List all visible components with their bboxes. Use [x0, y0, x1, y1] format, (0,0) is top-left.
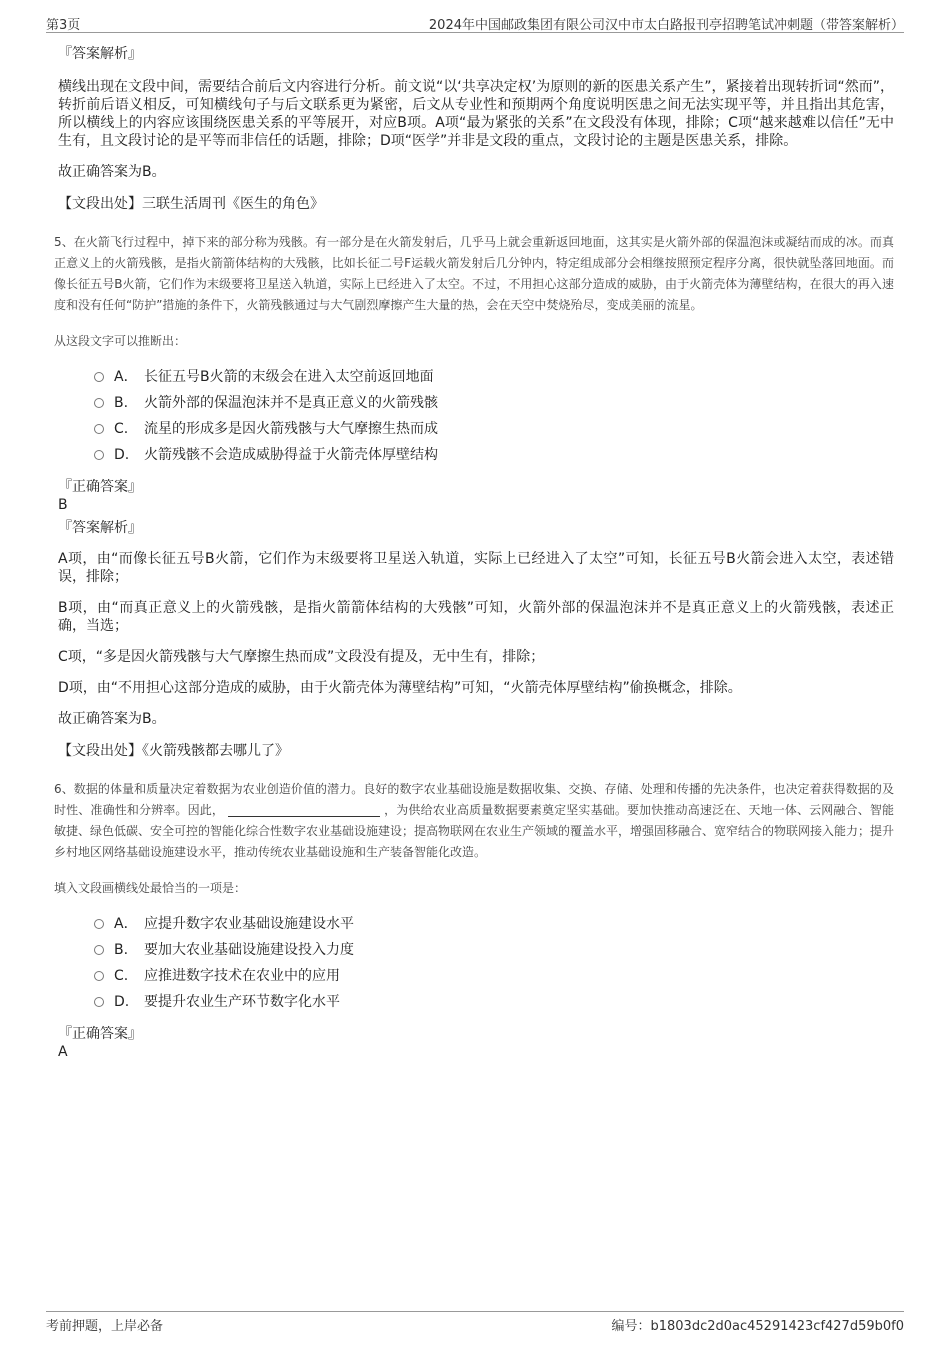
question-prompt: 填入文段画横线处最恰当的一项是：: [54, 881, 247, 895]
radio-icon[interactable]: [94, 398, 104, 408]
question-6: [54, 779, 895, 1061]
option-b[interactable]: B. 要加大农业基础设施建设投入力度: [94, 941, 894, 967]
option-d[interactable]: D. 要提升农业生产环节数字化水平: [94, 993, 894, 1019]
radio-icon[interactable]: [94, 450, 104, 460]
document-title: 2024年中国邮政集团有限公司汉中市太白路报刊亭招聘笔试冲刺题（带答案解析）: [428, 18, 904, 33]
radio-icon[interactable]: [94, 971, 104, 981]
page-header: [46, 12, 904, 33]
conclusion-text: 故正确答案为B。: [58, 164, 166, 180]
answer-label: 『正确答案』: [58, 1026, 142, 1042]
question-text: 5、在火箭飞行过程中，掉下来的部分称为残骸。有一部分是在火箭发射后，几乎马上就会重新返回地面，这其实是火箭外部的保温泡沫或凝结而成的冰。而真正意义上的火箭残骸，是指火箭箭体结构的大残骸，比如长征二号F运载火箭发射后几分钟内，特定组成部分会相继按照预定程序分离，很快就坠落回地面。而像长征五号B火箭，它们作为末级要将卫星送入轨道，实际上已经进入了太空。不过，不用担心这部分造成的威胁，由于火箭壳体为薄壁结构，在很大的再入速度和没有任何“防护”措施的条件下，火箭残骸通过与大气剧烈摩擦产生大量的热，会在天空中焚烧殆尽，变成美丽的流星。: [54, 235, 894, 312]
analysis-label: 『答案解析』: [58, 520, 142, 536]
question-4-analysis: [58, 44, 894, 214]
question-prompt: 从这段文字可以推断出：: [54, 334, 187, 348]
answer-value: A: [58, 1044, 68, 1060]
analysis-text: 横线出现在文段中间，需要结合前后文内容进行分析。前文说“以‘共享决定权’为原则的新的医患关系产生”，紧接着出现转折词“然而”，转折前后语义相反，可知横线句子与后文联系更为紧密，后文从专业性和预期两个角度说明医患之间无法实现平等，并且指出其危害，所以横线上的内容应该围绕医患关系的平等展开，对应B项。A项“最为紧张的关系”在文段没有体现，排除；C项“越来越难以信任”无中生有，且文段讨论的是平等而非信任的话题，排除；D项“医学”并非是文段的重点，文段讨论的主题是医患关系，排除。: [58, 79, 894, 149]
source-text: 【文段出处】三联生活周刊《医生的角色》: [58, 196, 324, 212]
analysis-a: A项，由“而像长征五号B火箭，它们作为末级要将卫星送入轨道，实际上已经进入了太空”可知，长征五号B火箭会进入太空，表述错误，排除；: [58, 551, 894, 585]
analysis-c: C项，“多是因火箭残骸与大气摩擦生热而成”文段没有提及，无中生有，排除；: [58, 649, 545, 665]
options-list: [94, 368, 894, 472]
page-footer: [46, 1311, 904, 1334]
option-a[interactable]: A． 长征五号B火箭的末级会在进入太空前返回地面: [94, 368, 894, 394]
footer-slogan: 考前押题，上岸必备: [46, 1319, 164, 1334]
analysis-label: 『答案解析』: [58, 46, 142, 62]
page-content: [54, 44, 895, 1065]
question-text: 6、数据的体量和质量决定着数据为农业创造价值的潜力。良好的数字农业基础设施是数据收集、交换、存储、处理和传播的先决条件，也决定着获得数据的及时性、准确性和分辨率。因此， ，为供给农业高质量数据要素奠定坚实基础。要加快推动高速泛在、天地一体、云网融合、智能敏捷、绿色低碳、安全可控的智能化综合性数字农业基础设施建设；提高物联网在农业生产领域的覆盖水平，增强固移融合、宽窄结合的物联网接入能力；提升乡村地区网络基础设施建设水平，推动传统农业基础设施和生产装备智能化改造。: [54, 782, 895, 859]
option-b[interactable]: B. 火箭外部的保温泡沫并不是真正意义的火箭残骸: [94, 394, 894, 420]
question-5: [54, 232, 894, 761]
analysis-b: B项，由“而真正意义上的火箭残骸，是指火箭箭体结构的大残骸”可知，火箭外部的保温泡沫并不是真正意义上的火箭残骸，表述正确，当选；: [58, 600, 894, 634]
option-c[interactable]: C. 应推进数字技术在农业中的应用: [94, 967, 894, 993]
fill-blank-line: [228, 802, 380, 817]
radio-icon[interactable]: [94, 372, 104, 382]
radio-icon[interactable]: [94, 945, 104, 955]
radio-icon[interactable]: [94, 997, 104, 1007]
document-code: 编号：b1803dc2d0ac45291423cf427d59b0f0: [611, 1319, 904, 1334]
radio-icon[interactable]: [94, 919, 104, 929]
radio-icon[interactable]: [94, 424, 104, 434]
option-c[interactable]: C. 流星的形成多是因火箭残骸与大气摩擦生热而成: [94, 420, 894, 446]
option-a[interactable]: A． 应提升数字农业基础设施建设水平: [94, 915, 894, 941]
option-d[interactable]: D. 火箭残骸不会造成威胁得益于火箭壳体厚壁结构: [94, 446, 894, 472]
answer-label: 『正确答案』: [58, 479, 142, 495]
source-text: 【文段出处】《火箭残骸都去哪儿了》: [58, 743, 289, 759]
answer-value: B: [58, 497, 68, 513]
analysis-d: D项，由“不用担心这部分造成的威胁，由于火箭壳体为薄壁结构”可知，“火箭壳体厚壁结构”偷换概念，排除。: [58, 680, 742, 696]
conclusion-text: 故正确答案为B。: [58, 711, 166, 727]
options-list: [94, 915, 894, 1019]
page-number: 第3页: [46, 18, 81, 33]
